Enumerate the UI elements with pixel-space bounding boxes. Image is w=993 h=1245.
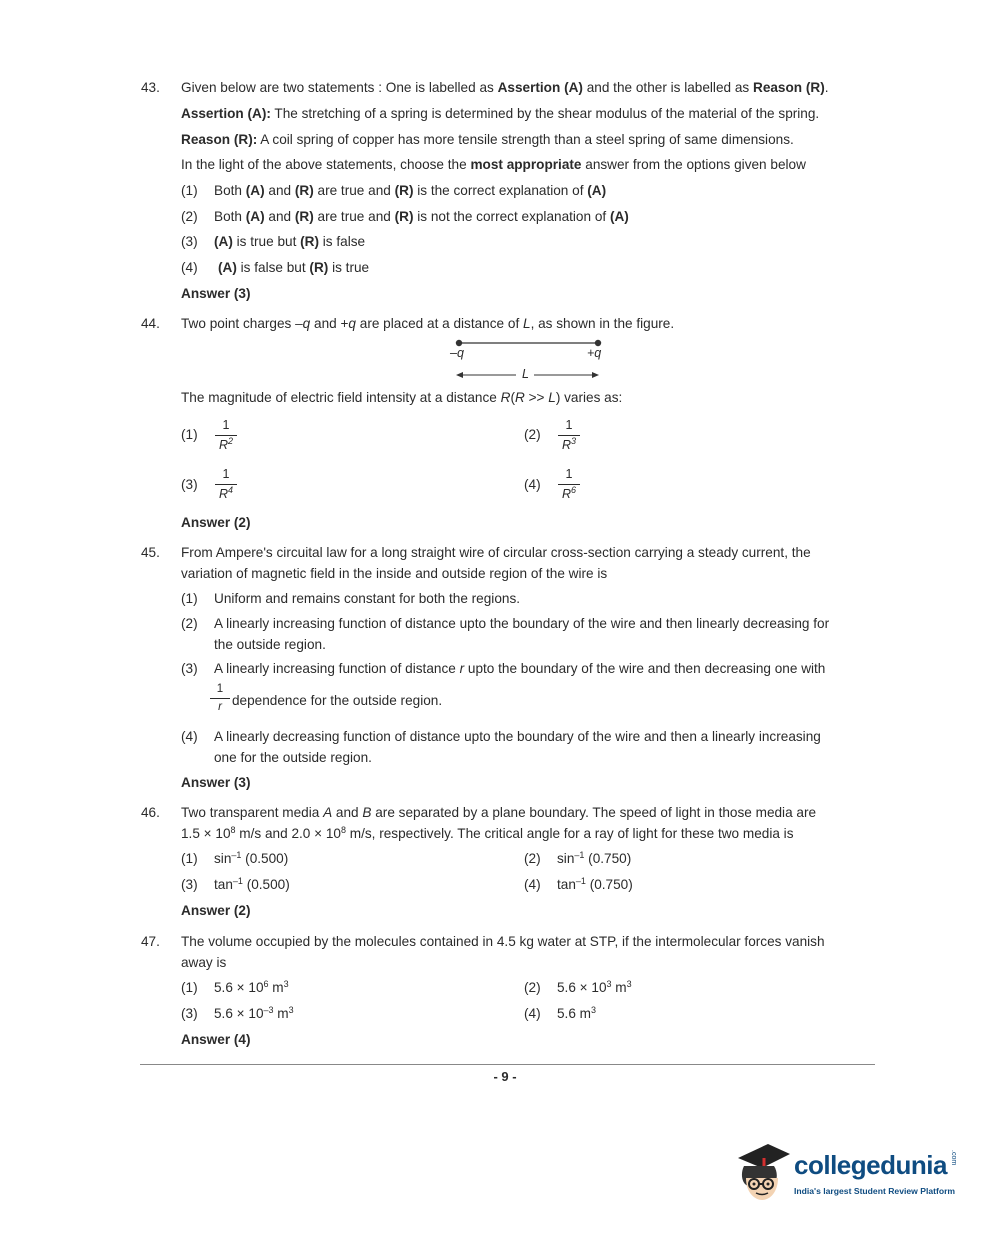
q43-answer: Answer (3) xyxy=(181,286,251,301)
q43-reason: Reason (R): A coil spring of copper has more tensile strength than a steel spring of same dimensions. xyxy=(181,132,794,147)
page-number: - 9 - xyxy=(493,1069,517,1084)
q43-option-4: (4) xyxy=(181,260,198,275)
q43-option-1: (1) xyxy=(181,183,198,198)
collegedunia-logo xyxy=(734,1136,964,1208)
footer-divider xyxy=(140,1064,875,1065)
q46-answer: Answer (2) xyxy=(181,903,251,918)
q45-option-2: (2) xyxy=(181,616,198,631)
dipole-figure xyxy=(440,336,620,384)
q44-option-3-fraction: 1 $R^4$ xyxy=(215,467,237,501)
q45-option-2-text-line-1: A linearly increasing function of distance upto the boundary of the wire and then linearly decreasing for xyxy=(214,616,830,631)
q43-option-4-text: (A) is false but (R) is true xyxy=(218,260,370,275)
q47-option-2: (2) xyxy=(524,980,541,995)
q45-option-3-fraction: 1 r xyxy=(210,683,230,713)
q47-option-2-text: $5.6 \times 10^3$ $m^3$ xyxy=(557,979,632,995)
q46-option-3-text: $\tan^{-1} (0.500)$ xyxy=(214,876,290,892)
q43-intro: Given below are two statements : One is labelled as Assertion (A) and the other is labelled as Reason (R). xyxy=(181,80,829,95)
q47-option-4: (4) xyxy=(524,1006,541,1021)
q46-option-2: (2) xyxy=(524,851,541,866)
q45-option-1: (1) xyxy=(181,591,198,606)
q43-assertion: Assertion (A): The stretching of a spring is determined by the shear modulus of the material of the spring. xyxy=(181,106,820,121)
q45-answer: Answer (3) xyxy=(181,775,251,790)
q47-option-3: (3) xyxy=(181,1006,198,1021)
q44-number: 44. xyxy=(141,316,160,331)
q46-option-1: (1) xyxy=(181,851,198,866)
q47-option-4-text: 5.6 $m^3$ xyxy=(557,1005,597,1021)
brand-tagline: India's largest Student Review Platform xyxy=(794,1186,956,1196)
q47-answer: Answer (4) xyxy=(181,1032,251,1047)
q44-option-2: (2) xyxy=(524,427,541,442)
q44-option-4-fraction: 1 $R^6$ xyxy=(558,467,580,501)
q43-number: 43. xyxy=(141,80,160,95)
q45-option-2-text-line-2: the outside region. xyxy=(214,637,326,652)
q44-option-4: (4) xyxy=(524,477,541,492)
q46-stem-line-1: Two transparent media A and B are separated by a plane boundary. The speed of light in those media are xyxy=(181,805,817,820)
q44-option-2-fraction: 1 $R^3$ xyxy=(558,418,580,452)
q47-stem-line-2: away is xyxy=(181,955,227,970)
q45-option-3-text-line-2: dependence for the outside region. xyxy=(232,693,443,708)
arrowhead-right xyxy=(592,372,599,378)
brand-name: collegedunia xyxy=(794,1150,947,1180)
q44-option-1: (1) xyxy=(181,427,198,442)
figure-label-distance: L xyxy=(522,367,529,381)
figure-label-positive: +q xyxy=(587,346,602,360)
q43-option-2: (2) xyxy=(181,209,198,224)
q43-option-2-text: Both (A) and (R) are true and (R) is not the correct explanation of (A) xyxy=(214,209,629,224)
q44-stem: Two point charges –q and +q are placed at a distance of L, as shown in the figure. xyxy=(181,316,675,331)
q45-option-4: (4) xyxy=(181,729,198,744)
q47-number: 47. xyxy=(141,934,160,949)
q43-option-3: (3) xyxy=(181,234,198,249)
q45-stem-line-2: variation of magnetic field in the inside and outside region of the wire is xyxy=(181,566,608,581)
q47-option-1-text: $5.6 \times 10^6$ $m^3$ xyxy=(214,979,289,995)
q45-option-3: (3) xyxy=(181,661,198,676)
q43-option-3-text: (A) is true but (R) is false xyxy=(214,234,366,249)
arrowhead-left xyxy=(456,372,463,378)
q45-option-3-text-line-1: A linearly increasing function of distance r upto the boundary of the wire and then decreasing one with xyxy=(214,661,826,676)
q46-stem-line-2: $1.5 \times 10^8$ m/s and $2.0 \times 10^8$ m/s, respectively. The critical angle for a ray of light for these two media is xyxy=(181,825,794,841)
figure-label-negative: –q xyxy=(450,346,464,360)
q46-option-4-text: $\tan^{-1} (0.750)$ xyxy=(557,876,633,892)
q44-subquestion: The magnitude of electric field intensity at a distance R(R >> L) varies as: xyxy=(181,390,623,405)
q43-option-1-text: Both (A) and (R) are true and (R) is the correct explanation of (A) xyxy=(214,183,607,198)
q45-option-4-text-line-1: A linearly decreasing function of distance upto the boundary of the wire and then a linearly increasing xyxy=(214,729,821,744)
q45-option-1-text: Uniform and remains constant for both the regions. xyxy=(214,591,521,606)
q44-option-3: (3) xyxy=(181,477,198,492)
mascot-icon xyxy=(734,1138,794,1206)
q46-option-2-text: $\sin^{-1} (0.750)$ xyxy=(557,850,632,866)
q43-instruction: In the light of the above statements, choose the most appropriate answer from the options given below xyxy=(181,157,806,172)
q44-answer: Answer (2) xyxy=(181,515,251,530)
q47-option-3-text: $5.6 \times 10^{-3}$ $m^3$ xyxy=(214,1005,294,1021)
q45-stem-line-1: From Ampere's circuital law for a long straight wire of circular cross-section carrying a steady current, the xyxy=(181,545,811,560)
q46-option-3: (3) xyxy=(181,877,198,892)
q47-option-1: (1) xyxy=(181,980,198,995)
q45-option-4-text-line-2: one for the outside region. xyxy=(214,750,372,765)
q46-option-1-text: $\sin^{-1} (0.500)$ xyxy=(214,850,289,866)
q46-option-4: (4) xyxy=(524,877,541,892)
brand-com: .com xyxy=(950,1150,957,1166)
q44-option-1-fraction: 1 $R^2$ xyxy=(215,418,237,452)
q45-number: 45. xyxy=(141,545,160,560)
q46-number: 46. xyxy=(141,805,160,820)
q47-stem-line-1: The volume occupied by the molecules contained in 4.5 kg water at STP, if the intermolecular forces vanish xyxy=(181,934,825,949)
